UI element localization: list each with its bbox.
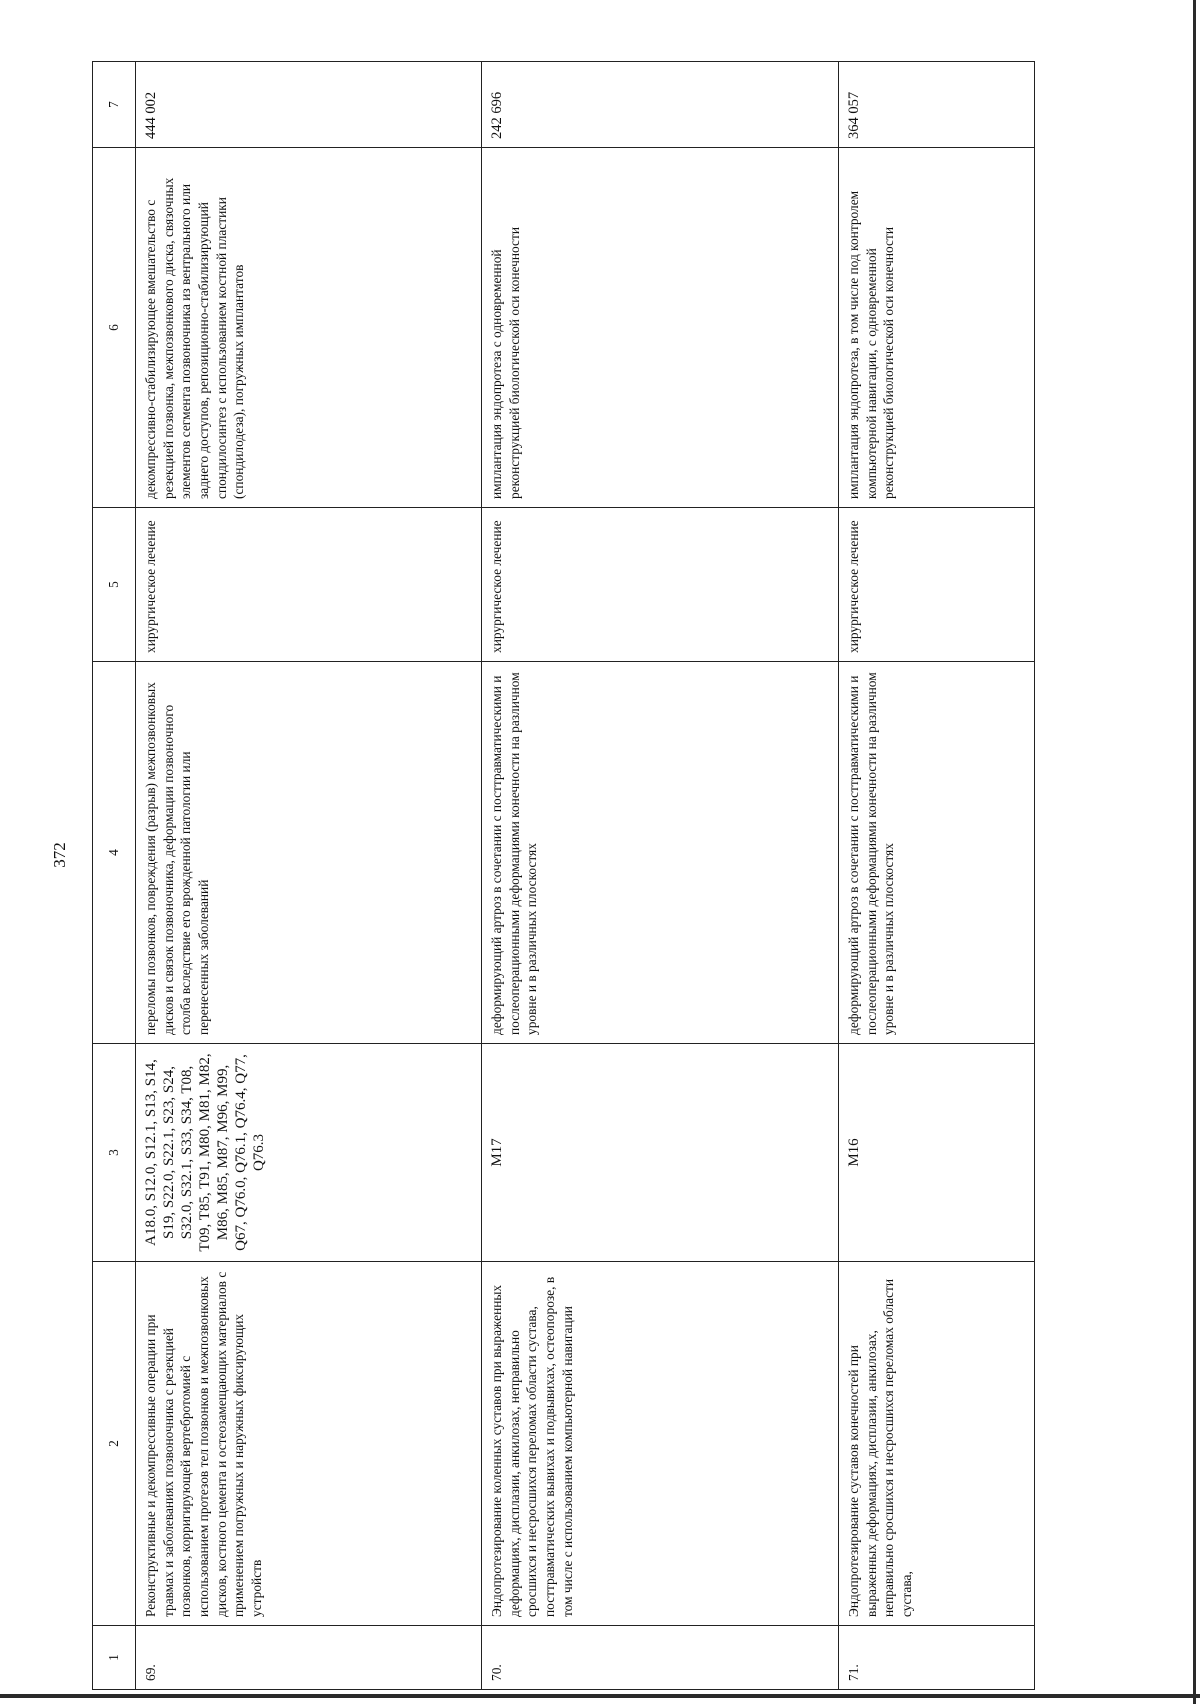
col-header-2: 2	[93, 1262, 136, 1626]
patient-model: деформирующий артроз в сочетании с посттравматическими и послеоперационными деформациями конечности на различном уровне и в различных плоскостях	[482, 662, 839, 1044]
treatment-method: декомпрессивно-стабилизирующее вмешательство с резекцией позвонка, межпозвонкового диска, связочных элементов сегмента позвоночника из вентрального или заднего доступов, репозиционно-стабилизирующий спондилосинтез с использованием костной пластики (спондилодеза), погружных имплантатов	[136, 148, 482, 508]
icd-codes: M16	[839, 1044, 1035, 1262]
treatment-type: хирургическое лечение	[839, 508, 1035, 662]
table-row	[136, 62, 482, 1690]
row-number: 69.	[136, 1626, 482, 1690]
procedures-table	[92, 61, 1035, 1690]
col-header-4: 4	[93, 662, 136, 1044]
cost: 364 057	[839, 62, 1035, 148]
table-row	[482, 62, 839, 1690]
procedure-name: Эндопротезирование коленных суставов при выраженных деформациях, дисплазии, анкилозах, неправильно сросшихся и несросшихся переломах области сустава, посттравматических вывихах и подвывихах, остеопорозе, в том числе с использованием компьютерной навигации	[482, 1262, 839, 1626]
scan-edge-right	[1193, 0, 1196, 1704]
treatment-method: имплантация эндопротеза, в том числе под контролем компьютерной навигации, с одновременной реконструкцией биологической оси конечности	[839, 148, 1035, 508]
procedure-name: Реконструктивные и декомпрессивные операции при травмах и заболеваниях позвоночника с резекцией позвонков, корригирующей вертебротомией с использованием протезов тел позвонков и межпозвонковых дисков, костного цемента и остеозамещающих материалов с применением погружных и наружных фиксирующих устройств	[136, 1262, 482, 1626]
cost: 444 002	[136, 62, 482, 148]
page-number-text: 372	[50, 842, 69, 868]
patient-model: переломы позвонков, повреждения (разрыв) межпозвонковых дисков и связок позвоночника, деформации позвоночного столба вследствие его врожденной патологии или перенесенных заболеваний	[136, 662, 482, 1044]
icd-codes: M17	[482, 1044, 839, 1262]
row-number: 70.	[482, 1626, 839, 1690]
scan-edge-bottom	[0, 1694, 1200, 1698]
cost: 242 696	[482, 62, 839, 148]
procedure-name: Эндопротезирование суставов конечностей при выраженных деформациях, дисплазии, анкилозах, неправильно сросшихся и несросшихся переломах области сустава,	[839, 1262, 1035, 1626]
col-header-5: 5	[93, 508, 136, 662]
treatment-method: имплантация эндопротеза с одновременной реконструкцией биологической оси конечности	[482, 148, 839, 508]
patient-model: деформирующий артроз в сочетании с посттравматическими и послеоперационными деформациями конечности на различном уровне и в различных плоскостях	[839, 662, 1035, 1044]
col-header-6: 6	[93, 148, 136, 508]
col-header-7: 7	[93, 62, 136, 148]
table-row	[839, 62, 1035, 1690]
rotated-page	[92, 62, 1092, 1690]
col-header-3: 3	[93, 1044, 136, 1262]
icd-codes: A18.0, S12.0, S12.1, S13, S14, S19, S22.0, S22.1, S23, S24, S32.0, S32.1, S33, S34, T08, T09, T85, T91, M80, M81, M82, M86, M85, M87, M96, M99, Q67, Q76.0, Q76.1, Q76.4, Q77, Q76.3	[136, 1044, 482, 1262]
row-number: 71.	[839, 1626, 1035, 1690]
treatment-type: хирургическое лечение	[482, 508, 839, 662]
col-header-1: 1	[93, 1626, 136, 1690]
header-row	[93, 62, 136, 1690]
treatment-type: хирургическое лечение	[136, 508, 482, 662]
